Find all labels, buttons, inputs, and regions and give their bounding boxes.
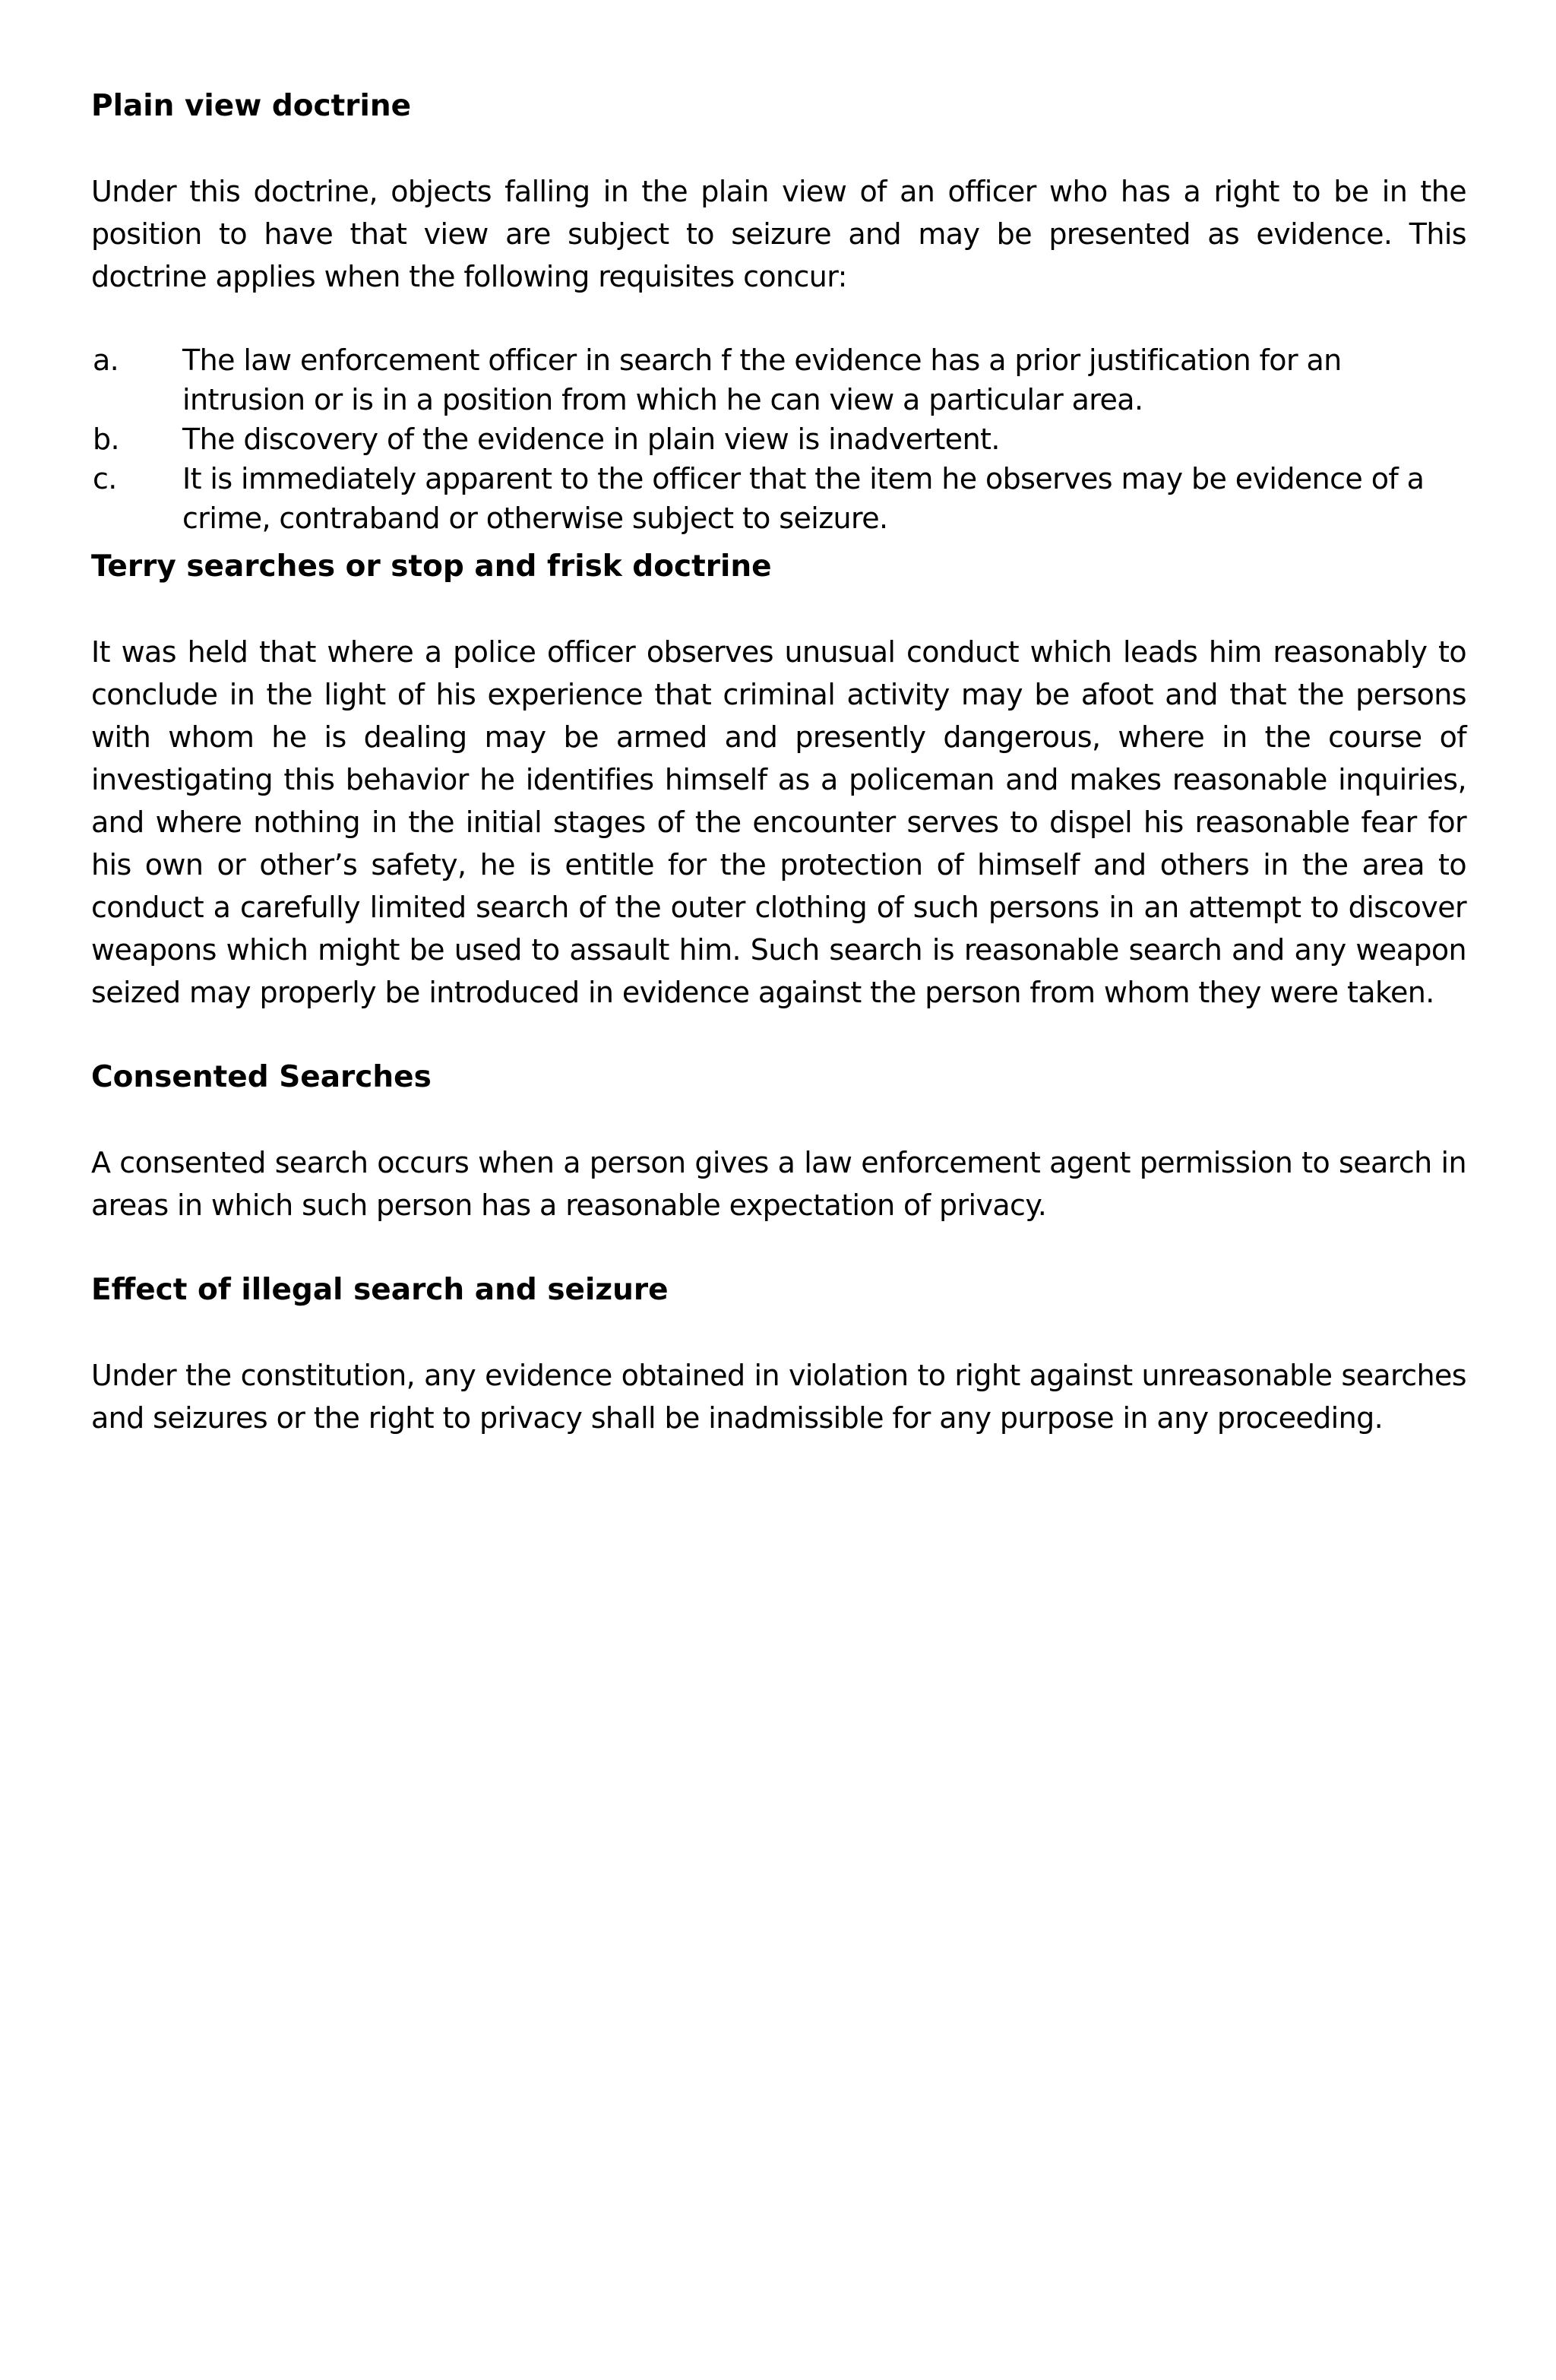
list-item [91, 340, 1466, 419]
terry-heading: Terry searches or stop and frisk doctrine [91, 549, 772, 584]
document-page [91, 85, 1466, 1439]
terry-body: It was held that where a police officer observes unusual conduct which leads him reasonably to conclude in the light of his experience that criminal activity may be afoot and that the persons with whom he is dealing may be armed and presently dangerous, where in the course of investigating this behavior he identifies himself as a policeman and makes reasonable inquiries, and where nothing in the initial stages of the encounter serves to dispel his reasonable fear for his own or other’s safety, he is entitle for the protection of himself and others in the area to conduct a carefully limited search of the outer clothing of such persons in an attempt to discover weapons which might be used to assault him. Such search is reasonable search and any weapon seized may properly be introduced in evidence against the person from whom they were taken. [91, 635, 1466, 1009]
list-item-text: The law enforcement officer in search f the evidence has a prior justification for an intrusion or is in a position from which he can view a particular area. [182, 343, 1342, 416]
plain-view-heading: Plain view doctrine [91, 89, 412, 123]
illegal-body: Under the constitution, any evidence obtained in violation to right against unreasonable searches and seizures or the right to privacy shall be inadmissible for any purpose in any proceeding. [91, 1359, 1466, 1435]
illegal-section [91, 1269, 1466, 1439]
list-item-text: It is immediately apparent to the officer that the item he observes may be evidence of a crime, contraband or otherwise subject to seizure. [182, 462, 1425, 535]
plain-view-section [91, 85, 1466, 538]
list-item-text: The discovery of the evidence in plain view is inadvertent. [182, 423, 1000, 456]
consented-heading: Consented Searches [91, 1060, 432, 1094]
plain-view-intro: Under this doctrine, objects falling in the plain view of an officer who has a right to be in the position to have that view are subject to seizure and may be presented as evidence. This doctrine applies when the following requisites concur: [91, 175, 1466, 293]
list-marker: a. [93, 343, 119, 377]
list-marker: c. [93, 462, 117, 495]
consented-body: A consented search occurs when a person gives a law enforcement agent permission to search in areas in which such person has a reasonable expectation of privacy. [91, 1146, 1466, 1222]
terry-section [91, 546, 1466, 1014]
list-item [91, 459, 1466, 538]
illegal-heading: Effect of illegal search and seizure [91, 1273, 669, 1307]
requisites-list [91, 340, 1466, 538]
list-marker: b. [93, 423, 120, 456]
consented-section [91, 1056, 1466, 1226]
list-item [91, 419, 1466, 459]
